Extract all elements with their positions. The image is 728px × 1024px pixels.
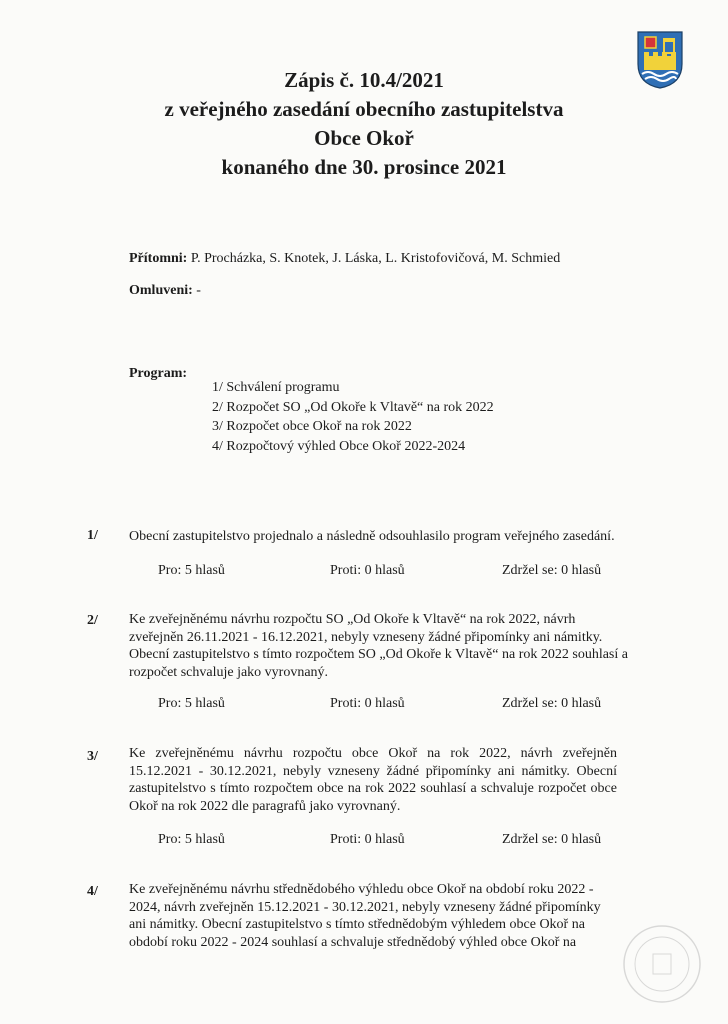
vote-pro: Pro: 5 hlasů [158, 696, 225, 711]
item-text: Obecní zastupitelstvo projednalo a následně odsouhlasilo program veřejného zasedání. [129, 529, 615, 544]
item-number: 2/ [87, 613, 98, 628]
vote-proti: Proti: 0 hlasů [330, 696, 405, 711]
title-line-1: Zápis č. 10.4/2021 [284, 68, 444, 92]
vote-zdrzel: Zdržel se: 0 hlasů [502, 696, 602, 711]
vote-proti: Proti: 0 hlasů [330, 832, 405, 847]
item-number: 4/ [87, 884, 98, 899]
vote-zdrzel: Zdržel se: 0 hlasů [502, 832, 602, 847]
faint-official-stamp-icon [620, 922, 704, 1006]
excused-value: - [196, 283, 201, 298]
program-item: 3/ Rozpočet obce Okoř na rok 2022 [212, 419, 412, 434]
vote-pro: Pro: 5 hlasů [158, 563, 225, 578]
vote-zdrzel: Zdržel se: 0 hlasů [502, 563, 602, 578]
item-text: Ke zveřejněnému návrhu střednědobého výhledu obce Okoř na období roku 2022 - 2024, návrh zveřejněn 15.12.2021 - 30.12.2021, nebyly vzneseny žádné připomínky ani námitky. Obecní zastupitelstvo s tímto střednědobým výhledem obce Okoř na období roku 2022 - 2024 souhlasí a schvaluje střednědobý výhled obce Okoř na [129, 882, 601, 950]
item-number: 1/ [87, 528, 98, 543]
vote-proti: Proti: 0 hlasů [330, 563, 405, 578]
present-label: Přítomni: [129, 251, 188, 266]
item-text: Ke zveřejněnému návrhu rozpočtu SO „Od Okoře k Vltavě“ na rok 2022, návrh zveřejněn 26.11.2021 - 16.12.2021, nebyly vzneseny žádné připomínky ani námitky. Obecní zastupitelstvo s tímto rozpočtem SO „Od Okoře k Vltavě“ na rok 2022 souhlasí a rozpočet schvaluje jako vyrovnaný. [129, 612, 628, 680]
title-line-3: Obce Okoř [314, 126, 414, 150]
present-value: P. Procházka, S. Knotek, J. Láska, L. Kristofovičová, M. Schmied [190, 251, 561, 266]
document-title [0, 66, 728, 182]
program-item: 2/ Rozpočet SO „Od Okoře k Vltavě“ na rok 2022 [212, 400, 494, 415]
program-item: 1/ Schválení programu [212, 380, 340, 395]
program-label: Program: [129, 366, 188, 381]
item-number: 3/ [87, 749, 98, 764]
program-item: 4/ Rozpočtový výhled Obce Okoř 2022-2024 [212, 439, 466, 454]
title-line-2: z veřejného zasedání obecního zastupitelstva [164, 97, 564, 121]
vote-pro: Pro: 5 hlasů [158, 832, 225, 847]
excused-label: Omluveni: [129, 283, 193, 298]
excused-line [129, 283, 201, 299]
item-text: Ke zveřejněnému návrhu rozpočtu obce Okoř na rok 2022, návrh zveřejněn 15.12.2021 - 30.12.2021, nebyly vzneseny žádné připomínky ani námitky. Obecní zastupitelstvo s tímto rozpočtem obce na rok 2022 souhlasí a schvaluje rozpočet obce Okoř na rok 2022 dle paragrafů jako vyrovnaný. [129, 746, 617, 814]
present-line [129, 251, 560, 267]
title-line-4: konaného dne 30. prosince 2021 [221, 155, 507, 179]
